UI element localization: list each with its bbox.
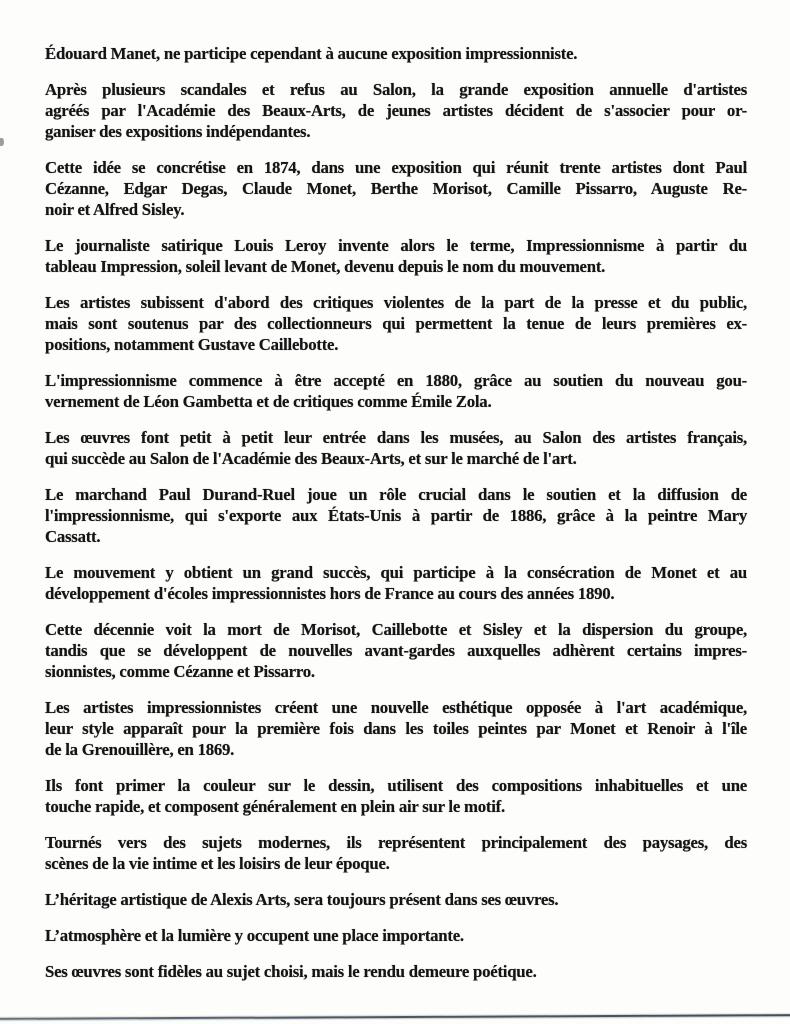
paragraph-line: L’héritage artistique de Alexis Arts, sera toujours présent dans ses œuvres.	[45, 890, 559, 909]
paragraph-line: l'impressionnisme, qui s'exporte aux États-Unis à partir de 1886, grâce à la peintre Mary	[45, 506, 747, 525]
paragraph	[45, 619, 747, 682]
paragraph-line: Après plusieurs scandales et refus au Salon, la grande exposition annuelle d'artistes	[45, 80, 747, 99]
paragraph	[45, 157, 747, 220]
paragraph	[45, 775, 747, 817]
paragraph	[45, 832, 747, 874]
page-bottom-edge-line	[0, 1014, 790, 1020]
paragraph-line: scènes de la vie intime et les loisirs de leur époque.	[45, 854, 390, 873]
paragraph	[45, 235, 747, 277]
paragraph-line: Les œuvres font petit à petit leur entrée dans les musées, au Salon des artistes français,	[45, 428, 747, 447]
paragraph	[45, 370, 747, 412]
paragraph	[45, 292, 747, 355]
scan-speck	[0, 138, 4, 146]
paragraph	[45, 697, 747, 760]
paragraph-line: mais sont soutenus par des collectionneurs qui permettent la tenue de leurs premières ex-	[45, 314, 747, 333]
paragraph-line: Les artistes impressionnistes créent une nouvelle esthétique opposée à l'art académique,	[45, 698, 747, 717]
paragraph-line: qui succède au Salon de l'Académie des Beaux-Arts, et sur le marché de l'art.	[45, 449, 577, 468]
paragraph-line: Cassatt.	[45, 527, 101, 546]
paragraph	[45, 43, 747, 64]
paragraph-line: Le marchand Paul Durand-Ruel joue un rôle crucial dans le soutien et la diffusion de	[45, 485, 747, 504]
paragraph	[45, 79, 747, 142]
paragraph-line: agréés par l'Académie des Beaux-Arts, de jeunes artistes décident de s'associer pour or-	[45, 101, 747, 120]
paragraph-line: ganiser des expositions indépendantes.	[45, 122, 311, 141]
paragraph-line: Ils font primer la couleur sur le dessin, utilisent des compositions inhabituelles et une	[45, 776, 747, 795]
paragraph-line: touche rapide, et composent généralement en plein air sur le motif.	[45, 797, 505, 816]
paragraph	[45, 889, 747, 910]
paragraph-line: Cézanne, Edgar Degas, Claude Monet, Berthe Morisot, Camille Pissarro, Auguste Re-	[45, 179, 747, 198]
paragraph-line: développement d'écoles impressionnistes hors de France au cours des années 1890.	[45, 584, 615, 603]
document-text	[45, 43, 747, 997]
paragraph-line: L'impressionnisme commence à être accepté en 1880, grâce au soutien du nouveau gou-	[45, 371, 747, 390]
paragraph-line: positions, notamment Gustave Caillebotte.	[45, 335, 339, 354]
paragraph	[45, 427, 747, 469]
paragraph-line: Le mouvement y obtient un grand succès, qui participe à la consécration de Monet et au	[45, 563, 747, 582]
paragraph-line: tableau Impression, soleil levant de Monet, devenu depuis le nom du mouvement.	[45, 257, 606, 276]
paragraph-line: leur style apparaît pour la première fois dans les toiles peintes par Monet et Renoir à l'île	[45, 719, 747, 738]
paragraph-line: noir et Alfred Sisley.	[45, 200, 185, 219]
paragraph-line: vernement de Léon Gambetta et de critiques comme Émile Zola.	[45, 392, 492, 411]
paragraph-line: Édouard Manet, ne participe cependant à aucune exposition impressionniste.	[45, 44, 578, 63]
paragraph	[45, 484, 747, 547]
paragraph-line: de la Grenouillère, en 1869.	[45, 740, 235, 759]
paragraph-line: Le journaliste satirique Louis Leroy invente alors le terme, Impressionnisme à partir du	[45, 236, 747, 255]
paragraph	[45, 925, 747, 946]
paragraph-line: Tournés vers des sujets modernes, ils représentent principalement des paysages, des	[45, 833, 747, 852]
paragraph-line: Ses œuvres sont fidèles au sujet choisi, mais le rendu demeure poétique.	[45, 962, 537, 981]
paragraph-line: tandis que se développent de nouvelles avant-gardes auxquelles adhèrent certains impres-	[45, 641, 747, 660]
paragraph-line: Les artistes subissent d'abord des critiques violentes de la part de la presse et du public,	[45, 293, 747, 312]
paragraph-line: Cette décennie voit la mort de Morisot, Caillebotte et Sisley et la dispersion du groupe,	[45, 620, 747, 639]
paragraph	[45, 961, 747, 982]
paragraph-line: sionnistes, comme Cézanne et Pissarro.	[45, 662, 315, 681]
paragraph-line: Cette idée se concrétise en 1874, dans une exposition qui réunit trente artistes dont Paul	[45, 158, 747, 177]
paragraph-line: L’atmosphère et la lumière y occupent une place importante.	[45, 926, 464, 945]
paragraph	[45, 562, 747, 604]
